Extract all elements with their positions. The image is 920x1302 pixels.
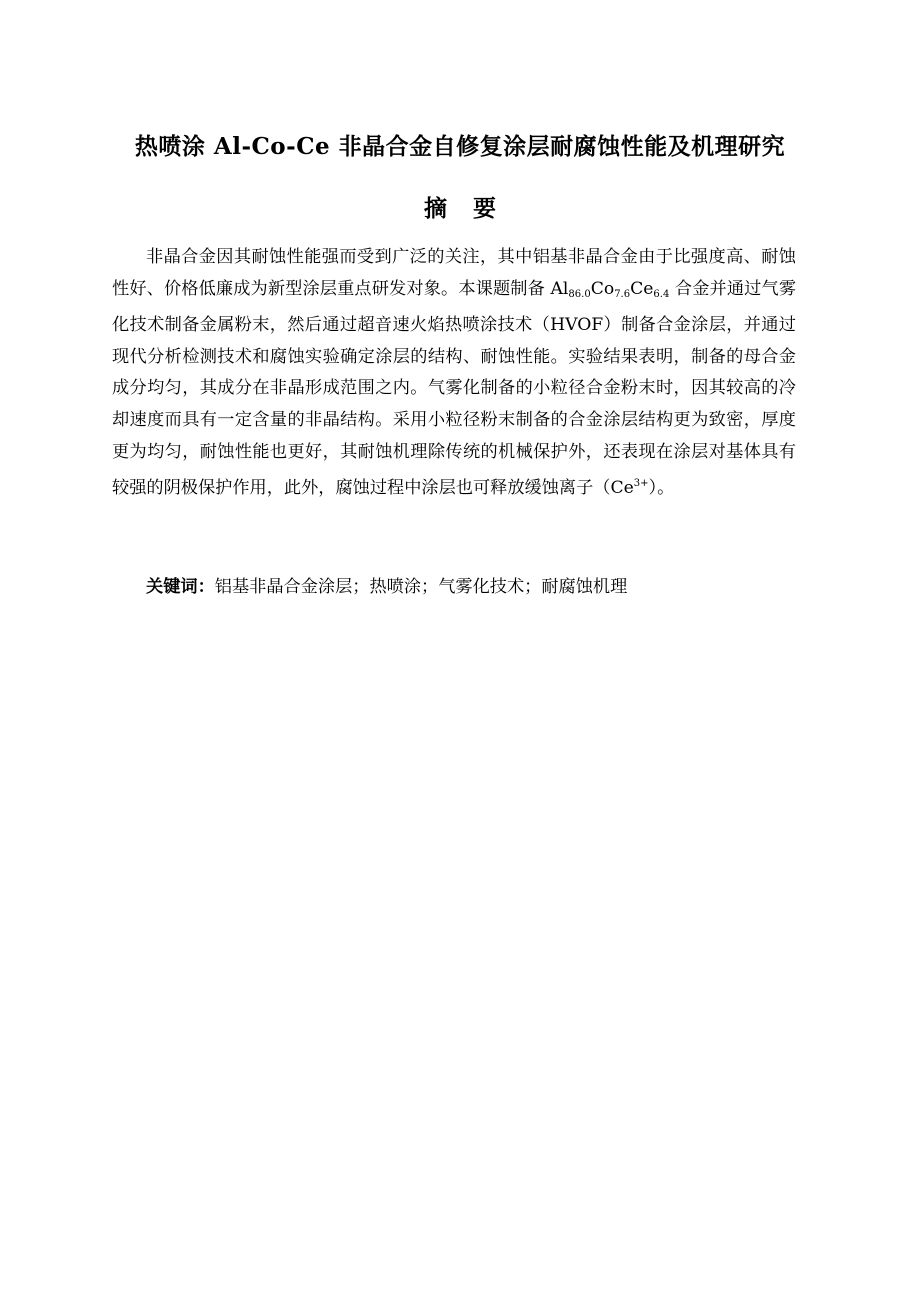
abstract-heading-char-2: 要 [473, 195, 496, 222]
abstract-paragraph [112, 242, 796, 505]
co-symbol: Co [590, 278, 615, 299]
abstract-text-part-2: 合金并通过气雾化技术制备金属粉末，然后通过超音速火焰热喷涂技术（HVOF）制备合金涂层，并通过现代分析检测技术和腐蚀实验确定涂层的结构、耐蚀性能。实验结果表明，制备的母合金成分均匀，其成分在非晶形成范围之内。气雾化制备的小粒径合金粉末时，因其较高的冷却速度而具有一定含量的非晶结构。采用小粒径粉末制备的合金涂层结构更为致密，厚度更为均匀，耐蚀性能也更好，其耐蚀机理除传统的机械保护外，还表现在涂层对基体具有较强的阴极保护作用，此外，腐蚀过程中涂层也可释放缓蚀离子（Ce [112, 278, 797, 499]
abstract-text-part-3: ）。 [648, 478, 675, 499]
keywords-line [146, 572, 627, 604]
co-subscript: 7.6 [614, 288, 631, 300]
document-title: 热喷涂 Al-Co-Ce 非晶合金自修复涂层耐腐蚀性能及机理研究 [134, 133, 786, 160]
abstract-heading [0, 190, 920, 223]
abstract-text-part-1: 非晶合金因其耐蚀性能强而受到广泛的关注，其中铝基非晶合金由于比强度高、耐蚀性好、价格低廉成为新型涂层重点研发对象。本课题制备 Al [112, 247, 796, 299]
keywords-label: 关键词： [146, 577, 215, 597]
keywords-text: 铝基非晶合金涂层；热喷涂；气雾化技术；耐腐蚀机理 [214, 577, 628, 597]
al-subscript: 86.0 [568, 288, 591, 300]
abstract-heading-char-1: 摘 [424, 195, 447, 222]
ion-superscript: 3+ [633, 478, 649, 490]
ce-subscript: 6.4 [653, 288, 670, 300]
ce-symbol: Ce [630, 278, 654, 299]
